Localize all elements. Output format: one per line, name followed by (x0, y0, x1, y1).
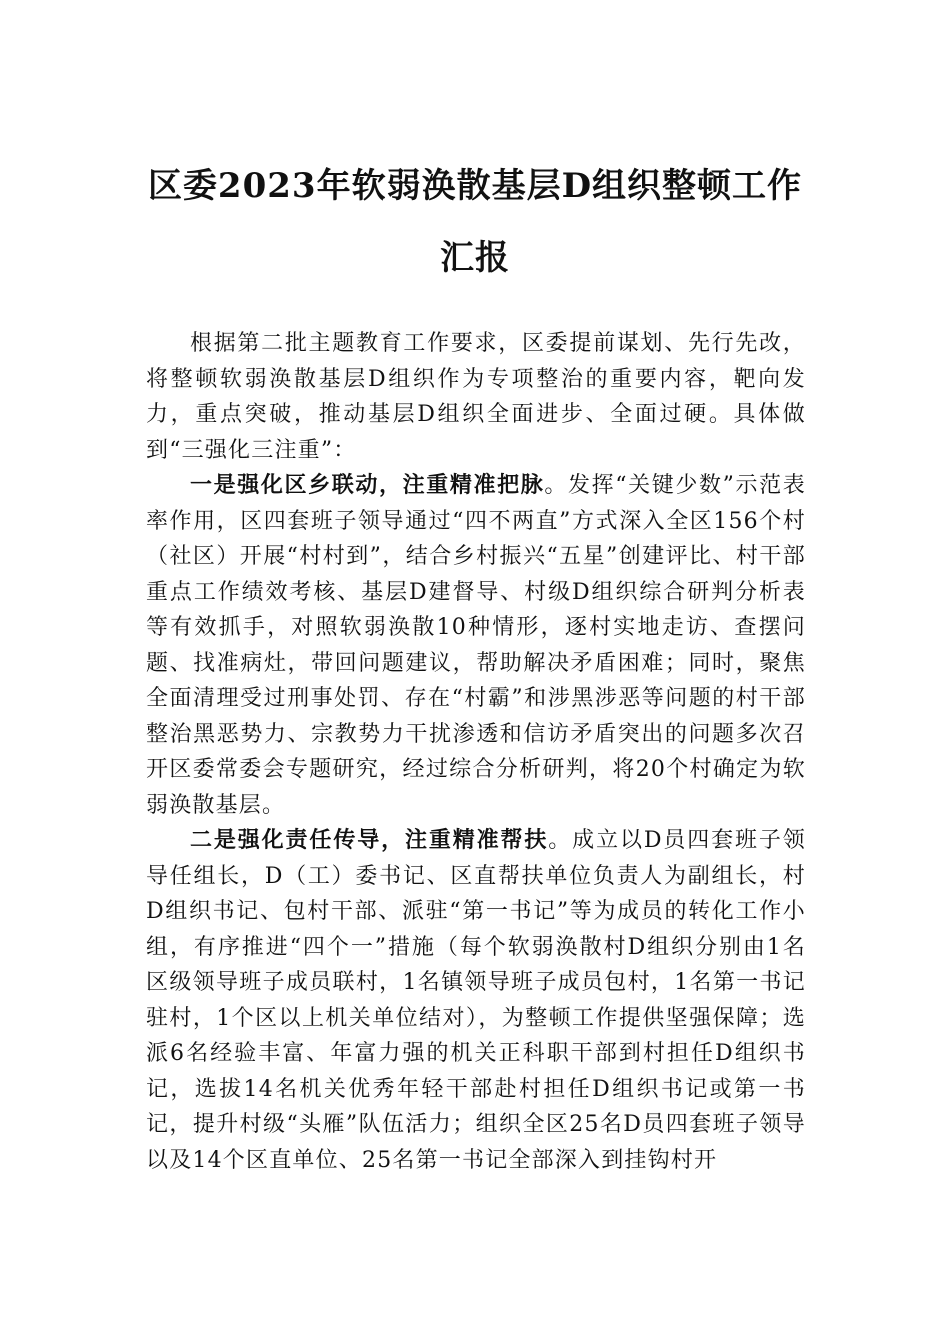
document-body (146, 326, 806, 1178)
paragraph-point-1 (146, 468, 806, 823)
paragraph-intro (146, 326, 806, 468)
paragraph-lead: 二是强化责任传导，注重精准帮扶 (190, 827, 549, 853)
document-title (120, 150, 830, 294)
title-line-2: 汇报 (440, 238, 510, 278)
title-line-1: 区委2023年软弱涣散基层D组织整顿工作 (147, 166, 803, 206)
paragraph-text: 。成立以D员四套班子领导任组长，D（工）委书记、区直帮扶单位负责人为副组长，村D组织书记、包村干部、派驻“第一书记”等为成员的转化工作小组，有序推进“四个一”措施（每个软弱涣散村D组织分别由1名区级领导班子成员联村，1名镇领导班子成员包村，1名第一书记驻村，1个区以上机关单位结对），为整顿工作提供坚强保障；选派6名经验丰富、年富力强的机关正科职干部到村担任D组织书记，选拔14名机关优秀年轻干部赴村担任D组织书记或第一书记，提升村级“头雁”队伍活力；组织全区25名D员四套班子领导以及14个区直单位、25名第一书记全部深入到挂钩村开 (146, 828, 806, 1173)
paragraph-lead: 一是强化区乡联动，注重精准把脉 (190, 472, 545, 498)
paragraph-point-2 (146, 823, 806, 1178)
paragraph-text: 。发挥“关键少数”示范表率作用，区四套班子领导通过“四不两直”方式深入全区156个村（社区）开展“村村到”，结合乡村振兴“五星”创建评比、村干部重点工作绩效考核、基层D建督导、村级D组织综合研判分析表等有效抓手，对照软弱涣散10种情形，逐村实地走访、查摆问题、找准病灶，带回问题建议，帮助解决矛盾困难；同时，聚焦全面清理受过刑事处罚、存在“村霸”和涉黑涉恶等问题的村干部整治黑恶势力、宗教势力干扰渗透和信访矛盾突出的问题多次召开区委常委会专题研究，经过综合分析研判，将20个村确定为软弱涣散基层。 (146, 473, 806, 818)
paragraph-text: 根据第二批主题教育工作要求，区委提前谋划、先行先改，将整顿软弱涣散基层D组织作为专项整治的重要内容，靶向发力，重点突破，推动基层D组织全面进步、全面过硬。具体做到“三强化三注重”： (146, 331, 806, 463)
